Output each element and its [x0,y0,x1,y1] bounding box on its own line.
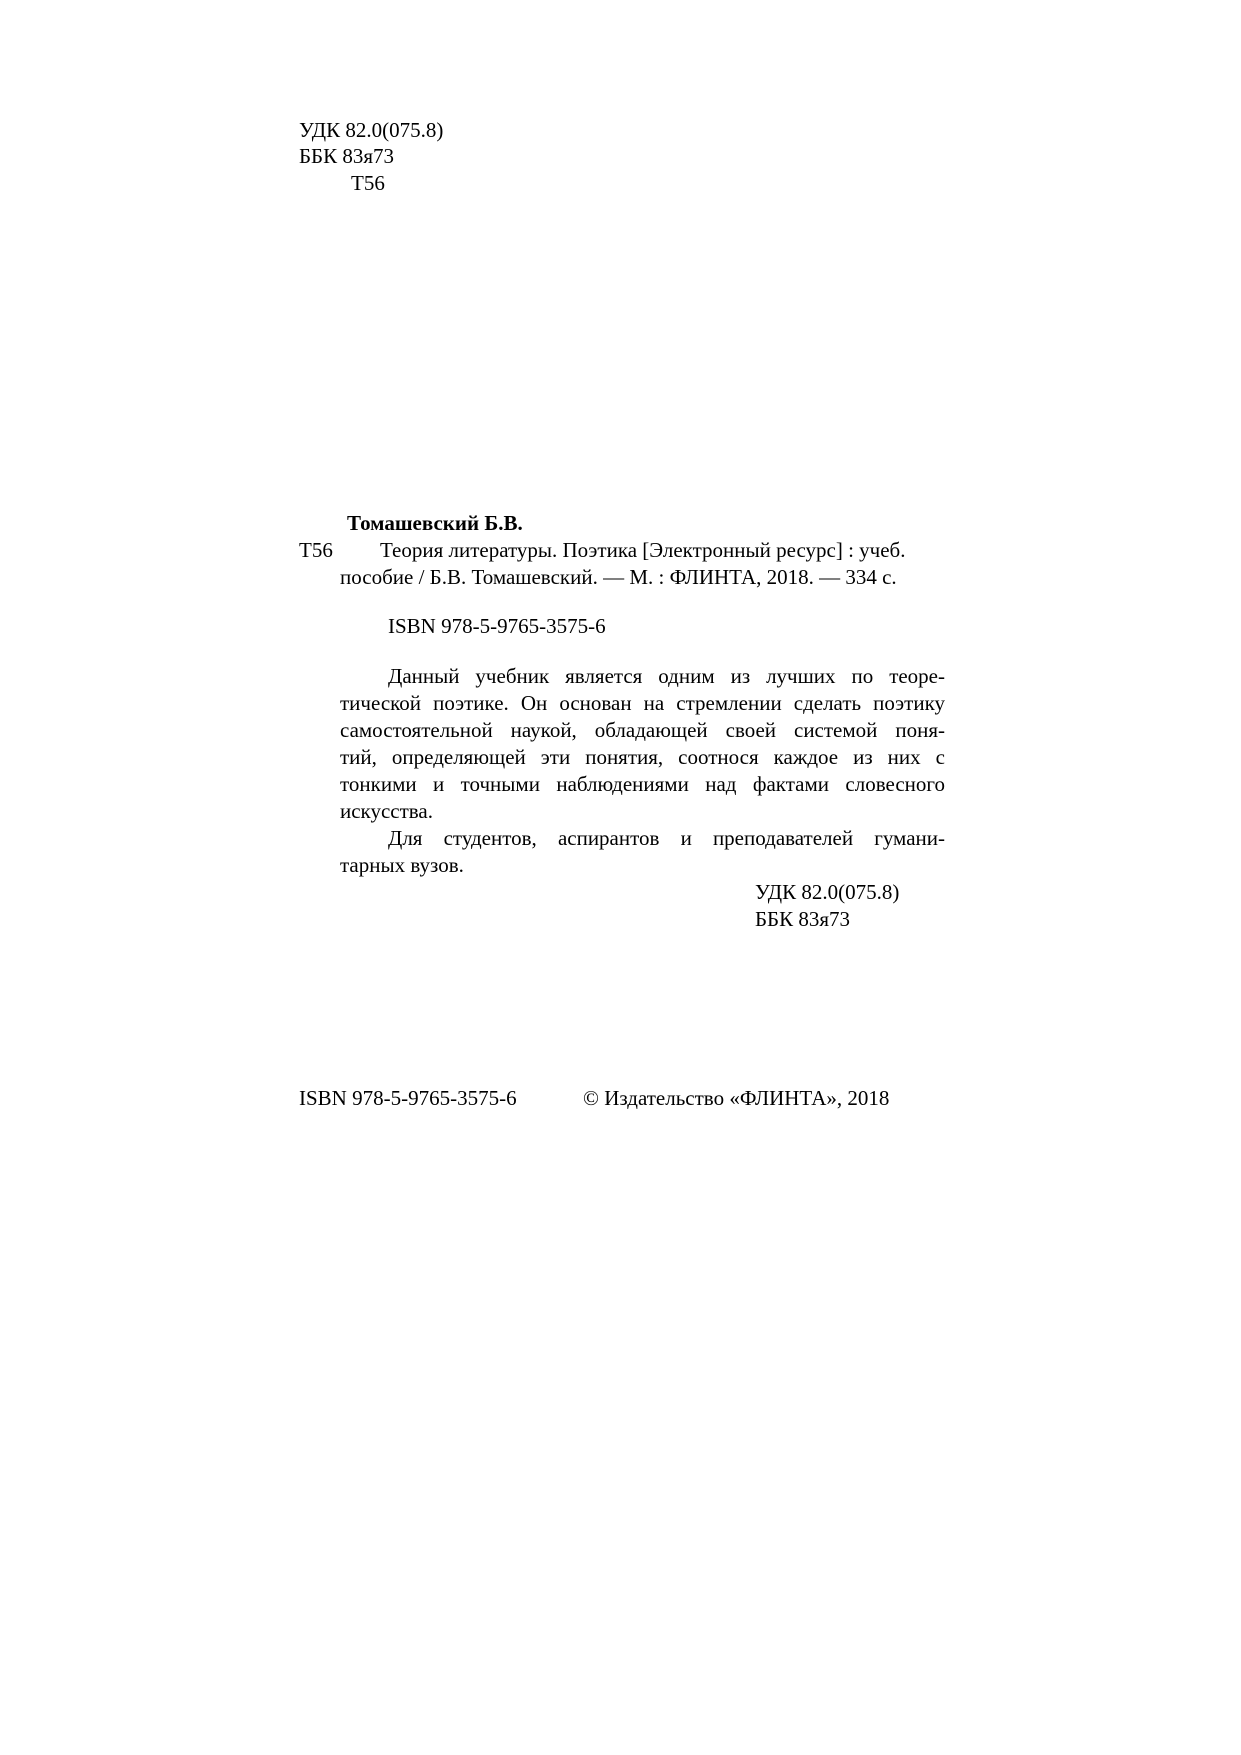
entry-title-line2: пособие / Б.В. Томашевский. — М. : ФЛИНТА, 2018. — 334 с. [340,565,897,589]
entry-title-line1: Теория литературы. Поэтика [Электронный ресурс] : учеб. [380,538,906,562]
annotation-line: тической поэтике. Он основан на стремлении сделать поэтику [340,691,945,715]
annotation-line: тонкими и точными наблюдениями над фактами словесного [340,772,945,796]
footer-copyright: © Издательство «ФЛИНТА», 2018 [583,1086,890,1110]
bottom-udk: УДК 82.0(075.8) [755,880,900,904]
footer-isbn: ISBN 978-5-9765-3575-6 [299,1086,517,1110]
entry-isbn: ISBN 978-5-9765-3575-6 [388,614,606,638]
annotation-line: самостоятельной наукой, обладающей своей системой поня- [340,718,945,742]
annotation-audience-line: Для студентов, аспирантов и преподавателей гумани- [388,826,945,850]
top-udk: УДК 82.0(075.8) [299,118,444,142]
top-author-code: Т56 [351,171,385,195]
annotation-line: тий, определяющей эти понятия, соотнося каждое из них с [340,745,945,769]
top-bbk: ББК 83я73 [299,144,395,168]
annotation-line: искусства. [340,799,433,823]
annotation-audience-line: тарных вузов. [340,853,464,877]
bottom-bbk: ББК 83я73 [755,907,851,931]
annotation-line: Данный учебник является одним из лучших по теоре- [388,664,945,688]
entry-author: Томашевский Б.В. [347,511,523,535]
entry-author-code: Т56 [299,538,333,562]
